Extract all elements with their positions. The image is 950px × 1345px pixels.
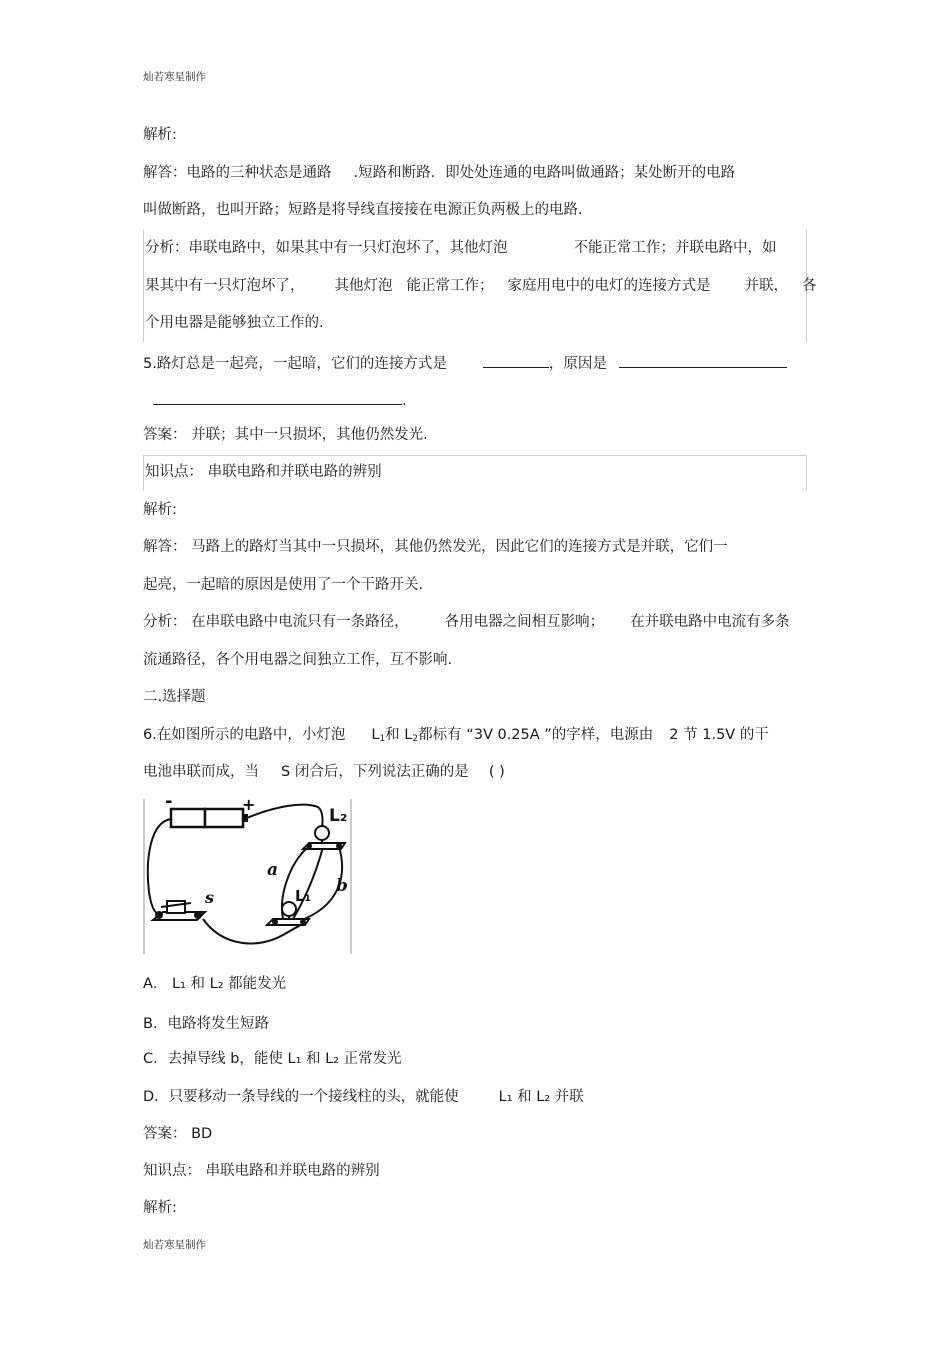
battery-minus-label: - [165,797,173,812]
q4-jieda-line2: 叫做断路，也叫开路；短路是将导线直接接在电源正负两极上的电路. [143,202,583,218]
q5-blank-3 [153,390,402,405]
q5-stem: 5.路灯总是一起亮，一起暗，它们的连接方式是 ，原因是 [143,353,787,373]
q6-stem-line1: 6.在如图所示的电路中，小灯泡 $L_1$和 $L_2$都标有 “3V 0.25A ”的字样，电源由 2 节 1.5V 的干 [143,727,769,744]
lamp-L2-icon [303,826,345,849]
q5-blank-2 [619,353,787,368]
switch-label: s [205,888,215,907]
q5-zhishi-box-right [806,455,807,491]
q6-answer: 答案： BD [143,1126,213,1142]
q6-jiexi: 解析: [143,1200,177,1216]
q6-option-d: D．只要移动一条导线的一个接线柱的头，就能使 L₁ 和 L₂ 并联 [143,1089,584,1105]
battery-icon [171,809,248,827]
q4-fenxi-box-left [143,230,144,343]
q5-fenxi-line2: 流通路径，各个用电器之间独立工作，互不影响. [143,652,453,668]
q5-zhishi: 知识点： 串联电路和并联电路的辨别 [145,464,382,480]
battery-plus-label: + [242,797,256,814]
switch-icon [153,901,205,920]
q5-zhishi-box-left [143,455,144,491]
q5-answer: 答案： 并联；其中一只损坏，其他仍然发光. [143,427,428,443]
circuit-diagram [143,797,355,955]
q5-blank-3-line: . [153,390,407,410]
q6-option-b: B．电路将发生短路 [143,1016,269,1032]
wire-battery-to-L2 [247,805,323,829]
q4-jiexi: 解析: [143,127,177,143]
q4-jieda-line1: 解答：电路的三种状态是通路 .短路和断路．即处处连通的电路叫做通路；某处断开的电路 [143,165,736,181]
lamp-L1-label: L₁ [295,887,312,905]
q5-zhishi-box-top [143,455,807,456]
q6-option-a: A． L₁ 和 L₂ 都能发光 [143,976,287,992]
page-header: 灿若寒星制作 [143,71,206,83]
q5-blank-1 [483,353,549,368]
q6-option-c: C．去掉导线 b，能使 L₁ 和 L₂ 正常发光 [143,1051,402,1067]
lamp-L1-icon [267,902,309,925]
q4-fenxi-line2: 果其中有一只灯泡坏了， 其他灯泡 能正常工作； 家庭用电中的电灯的连接方式是 并联， 各 [145,278,817,294]
q5-jiexi: 解析: [143,502,177,518]
wire-b-label: b [336,876,348,896]
q6-stem-line2: 电池串联而成，当 S 闭合后，下列说法正确的是 ( ) [143,764,505,780]
lamp-L2-label: L₂ [329,806,348,826]
q5-jieda-line2: 起亮，一起暗的原因是使用了一个干路开关. [143,577,424,593]
q4-fenxi-line1: 分析：串联电路中，如果其中有一只灯泡坏了，其他灯泡 不能正常工作；并联电路中，如 [145,240,777,256]
q5-jieda-line1: 解答： 马路上的路灯当其中一只损坏，其他仍然发光，因此它们的连接方式是并联，它们一 [143,539,728,555]
q4-fenxi-line3: 个用电器是能够独立工作的. [145,315,324,331]
q6-zhishi: 知识点： 串联电路和并联电路的辨别 [143,1163,380,1179]
section-title: 二.选择题 [143,689,206,705]
wire-a-label: a [267,860,279,880]
q5-fenxi-line1: 分析： 在串联电路中电流只有一条路径， 各用电器之间相互影响； 在并联电路中电流有多条 [143,614,790,630]
page-footer: 灿若寒星制作 [143,1239,206,1251]
